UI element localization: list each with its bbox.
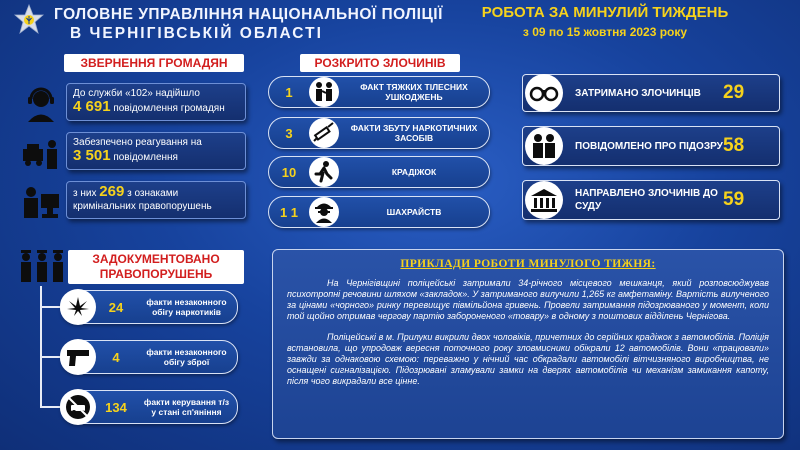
solved-item-count: 1	[285, 84, 293, 100]
patrol-car-icon	[20, 133, 62, 173]
documented-item-count: 24	[108, 299, 124, 315]
officer-computer-icon	[20, 182, 62, 222]
appeals-card-criminal-number: 269	[99, 183, 125, 200]
solved-item	[268, 196, 490, 228]
appeals-card-response-number: 3 501	[73, 147, 111, 164]
stat-card-suspicion	[522, 126, 780, 166]
stat-value: 58	[723, 135, 745, 156]
documented-item-count: 4	[112, 349, 120, 365]
running-thief-icon	[309, 157, 339, 187]
stat-card-detained	[522, 74, 780, 112]
stat-value: 29	[723, 82, 745, 103]
appeals-card-102-line2: повідомлення громадян	[113, 103, 225, 114]
appeals-card-response-line2: повідомлення	[113, 152, 178, 163]
solved-title: РОЗКРИТО ЗЛОЧИНІВ	[300, 54, 460, 72]
documented-title-line1: ЗАДОКУМЕНТОВАНО	[92, 252, 220, 266]
appeals-card-criminal-line1: з ознаками	[127, 188, 179, 199]
stat-card-court	[522, 180, 780, 220]
fight-icon	[309, 77, 339, 107]
documented-item	[60, 290, 238, 324]
no-drunk-driving-icon	[60, 389, 96, 425]
syringe-icon	[309, 118, 339, 148]
operator-icon	[20, 84, 62, 124]
solved-item-count: 1 1	[279, 204, 299, 220]
solved-item	[268, 156, 490, 188]
examples-panel	[272, 249, 784, 439]
appeals-card-response-line1: Забезпечено реагування на	[73, 137, 202, 148]
documented-item	[60, 340, 238, 374]
pistol-icon	[60, 339, 96, 375]
stat-label: НАПРАВЛЕНО ЗЛОЧИНІВ ДО СУДУ	[575, 188, 718, 212]
documented-title	[68, 250, 244, 284]
examples-title: ПРИКЛАДИ РОБОТИ МИНУЛОГО ТИЖНЯ:	[400, 258, 656, 270]
tree-connector	[40, 306, 62, 308]
header-title	[54, 5, 443, 43]
examples-paragraph-2: Поліцейські в м. Прилуки викрили двох чоловіків, причетних до серійних крадіжок з автомобілів. Поліція встановила, що упродовж вересня поточного року зловмисники обікрали 12 автомобілів. Вони «працювали» завжди за однаковою схемою: переважно у нічний час обкрадали автомобілі вітчизняного виробництва, не оснащені сигналізацією. Підозрювані зламували замки на дверях автомобілів чи механізм замикання капоту, після чого викрадали все цінне.	[287, 332, 769, 386]
solved-item-count: 10	[281, 164, 297, 180]
documented-item-label: факти керування т/з у стані сп'яніння	[143, 397, 230, 417]
week-title: РОБОТА ЗА МИНУЛИЙ ТИЖДЕНЬ	[481, 4, 729, 21]
solved-item	[268, 117, 490, 149]
solved-item	[268, 76, 490, 108]
solved-item-label: ФАКТИ ЗБУТУ НАРКОТИЧНИХ ЗАСОБІВ	[350, 123, 478, 143]
stat-label: ЗАТРИМАНО ЗЛОЧИНЦІВ	[575, 87, 701, 99]
fraudster-icon	[309, 197, 339, 227]
solved-item-label: ФАКТ ТЯЖКИХ ТІЛЕСНИХ УШКОДЖЕНЬ	[360, 82, 468, 102]
tree-connector	[40, 356, 62, 358]
handcuffs-icon	[525, 74, 563, 112]
appeals-card-criminal	[66, 181, 246, 219]
tree-connector	[40, 286, 42, 408]
police-emblem-icon	[14, 4, 44, 40]
documented-item	[60, 390, 238, 424]
appeals-card-102-number: 4 691	[73, 98, 111, 115]
appeals-card-criminal-prefix: з них	[73, 188, 97, 199]
appeals-card-criminal-line2: кримінальних правопорушень	[73, 201, 212, 212]
documented-item-label: факти незаконного обігу наркотиків	[146, 297, 227, 317]
cannabis-icon	[60, 289, 96, 325]
header-title-line1: ГОЛОВНЕ УПРАВЛІННЯ НАЦІОНАЛЬНОЇ ПОЛІЦІЇ	[54, 6, 443, 23]
appeals-card-102-line1: До служби «102» надійшло	[73, 88, 200, 99]
officers-icon	[525, 127, 563, 165]
appeals-card-response	[66, 132, 246, 170]
documented-title-line2: ПРАВОПОРУШЕНЬ	[99, 267, 213, 281]
solved-item-count: 3	[285, 125, 293, 141]
stat-label: ПОВІДОМЛЕНО ПРО ПІДОЗРУ	[575, 140, 723, 152]
court-icon	[525, 181, 563, 219]
solved-item-label: ШАХРАЙСТВ	[386, 207, 442, 217]
appeals-title: ЗВЕРНЕННЯ ГРОМАДЯН	[64, 54, 244, 72]
documented-item-label: факти незаконного обігу зброї	[146, 347, 227, 367]
header-title-line2: В ЧЕРНІГІВСЬКІЙ ОБЛАСТІ	[70, 25, 323, 42]
week-header	[440, 4, 770, 39]
police-officers-group-icon	[18, 248, 66, 284]
week-range: з 09 по 15 жовтня 2023 року	[522, 25, 688, 39]
stat-value: 59	[723, 189, 745, 210]
tree-connector	[40, 406, 62, 408]
documented-item-count: 134	[105, 399, 127, 415]
appeals-card-102	[66, 83, 246, 121]
solved-item-label: КРАДІЖОК	[391, 167, 437, 177]
examples-paragraph-1: На Чернігівщині поліцейські затримали 34-річного місцевого мешканця, який розповсюджував психотропні речовини шляхом «закладок». У затриманого вилучили 1,265 кг амфетаміну. Вартість вилученого за цінами «чорного» ринку перевищує півмільйона гривень. Провели затримання підозрюваного у момент, коли той щойно отримав чергову партію забороненого «товару» в одному з поштових відділень Чернігова.	[287, 278, 769, 321]
